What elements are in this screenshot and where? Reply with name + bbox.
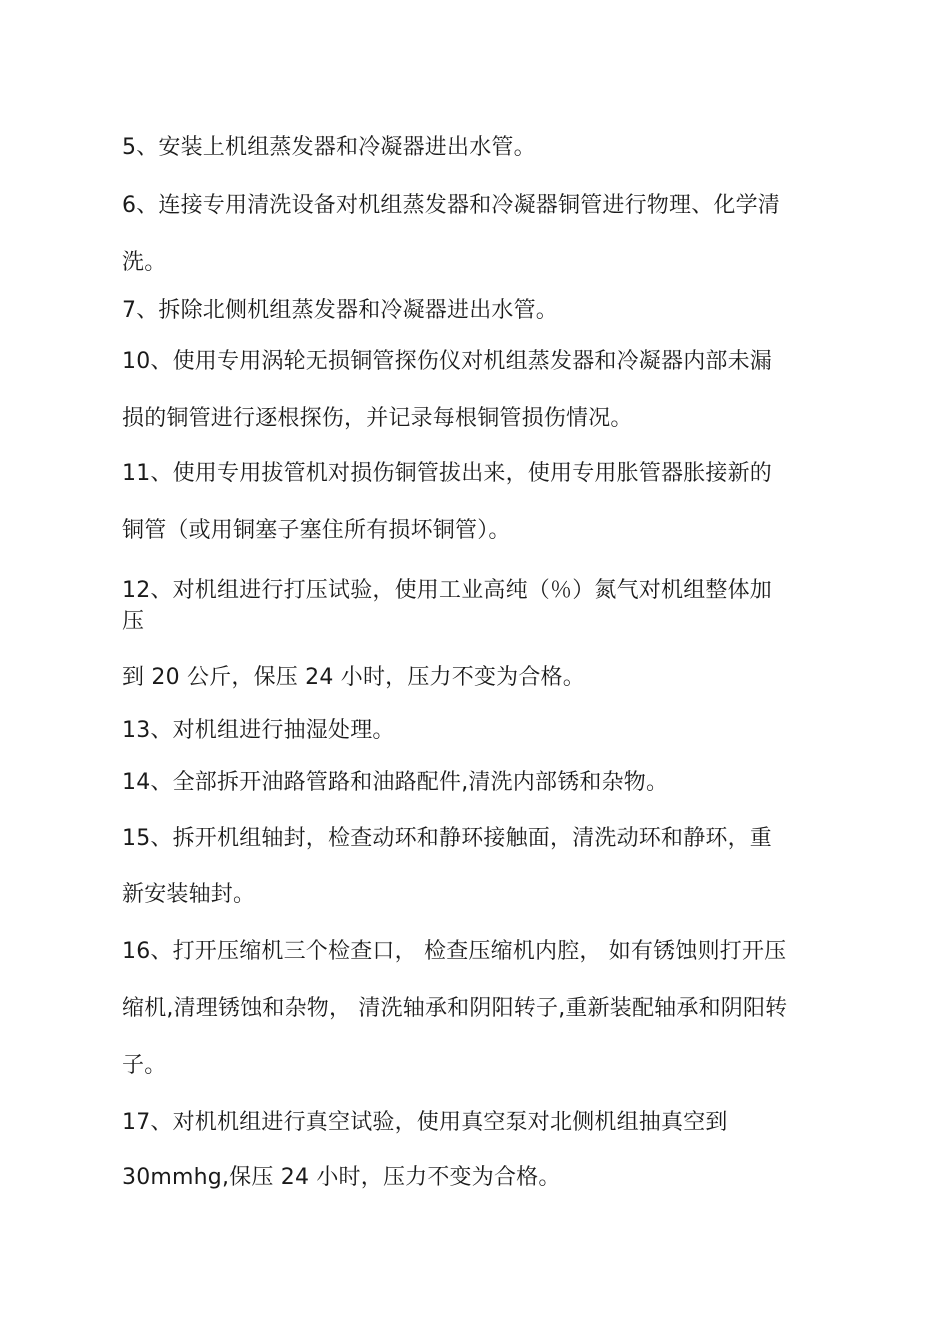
text-line: 13、对机组进行抽湿处理。: [122, 718, 395, 743]
text-line: 11、使用专用拔管机对损伤铜管拔出来，使用专用胀管器胀接新的: [122, 461, 772, 486]
text-line: 到 20 公斤，保压 24 小时，压力不变为合格。: [122, 665, 585, 690]
text-line: 30mmhg,保压 24 小时，压力不变为合格。: [122, 1165, 561, 1190]
text-line: 新安装轴封。: [122, 882, 256, 907]
text-line: 10、使用专用涡轮无损铜管探伤仪对机组蒸发器和冷凝器内部未漏: [122, 349, 772, 374]
text-line: 15、拆开机组轴封，检查动环和静环接触面，清洗动环和静环，重: [122, 826, 772, 851]
text-line: 子。: [122, 1053, 167, 1078]
text-line: 16、打开压缩机三个检查口， 检查压缩机内腔， 如有锈蚀则打开压: [122, 939, 787, 964]
text-line: 缩机,清理锈蚀和杂物， 清洗轴承和阴阳转子,重新装配轴承和阴阳转: [122, 996, 788, 1021]
text-line: 洗。: [122, 250, 167, 275]
text-line: 14、全部拆开油路管路和油路配件,清洗内部锈和杂物。: [122, 770, 669, 795]
text-line: 损的铜管进行逐根探伤，并记录每根铜管损伤情况。: [122, 406, 633, 431]
text-line: 17、对机机组进行真空试验，使用真空泵对北侧机组抽真空到: [122, 1110, 728, 1135]
text-line: 7、拆除北侧机组蒸发器和冷凝器进出水管。: [122, 298, 558, 323]
text-line: 铜管（或用铜塞子塞住所有损坏铜管）。: [122, 518, 511, 543]
text-line: 6、连接专用清洗设备对机组蒸发器和冷凝器铜管进行物理、化学清: [122, 193, 780, 218]
text-line: 12、对机组进行打压试验，使用工业高纯（％）氮气对机组整体加: [122, 578, 772, 603]
text-line: 压: [122, 609, 145, 634]
text-line: 5、安装上机组蒸发器和冷凝器进出水管。: [122, 135, 536, 160]
